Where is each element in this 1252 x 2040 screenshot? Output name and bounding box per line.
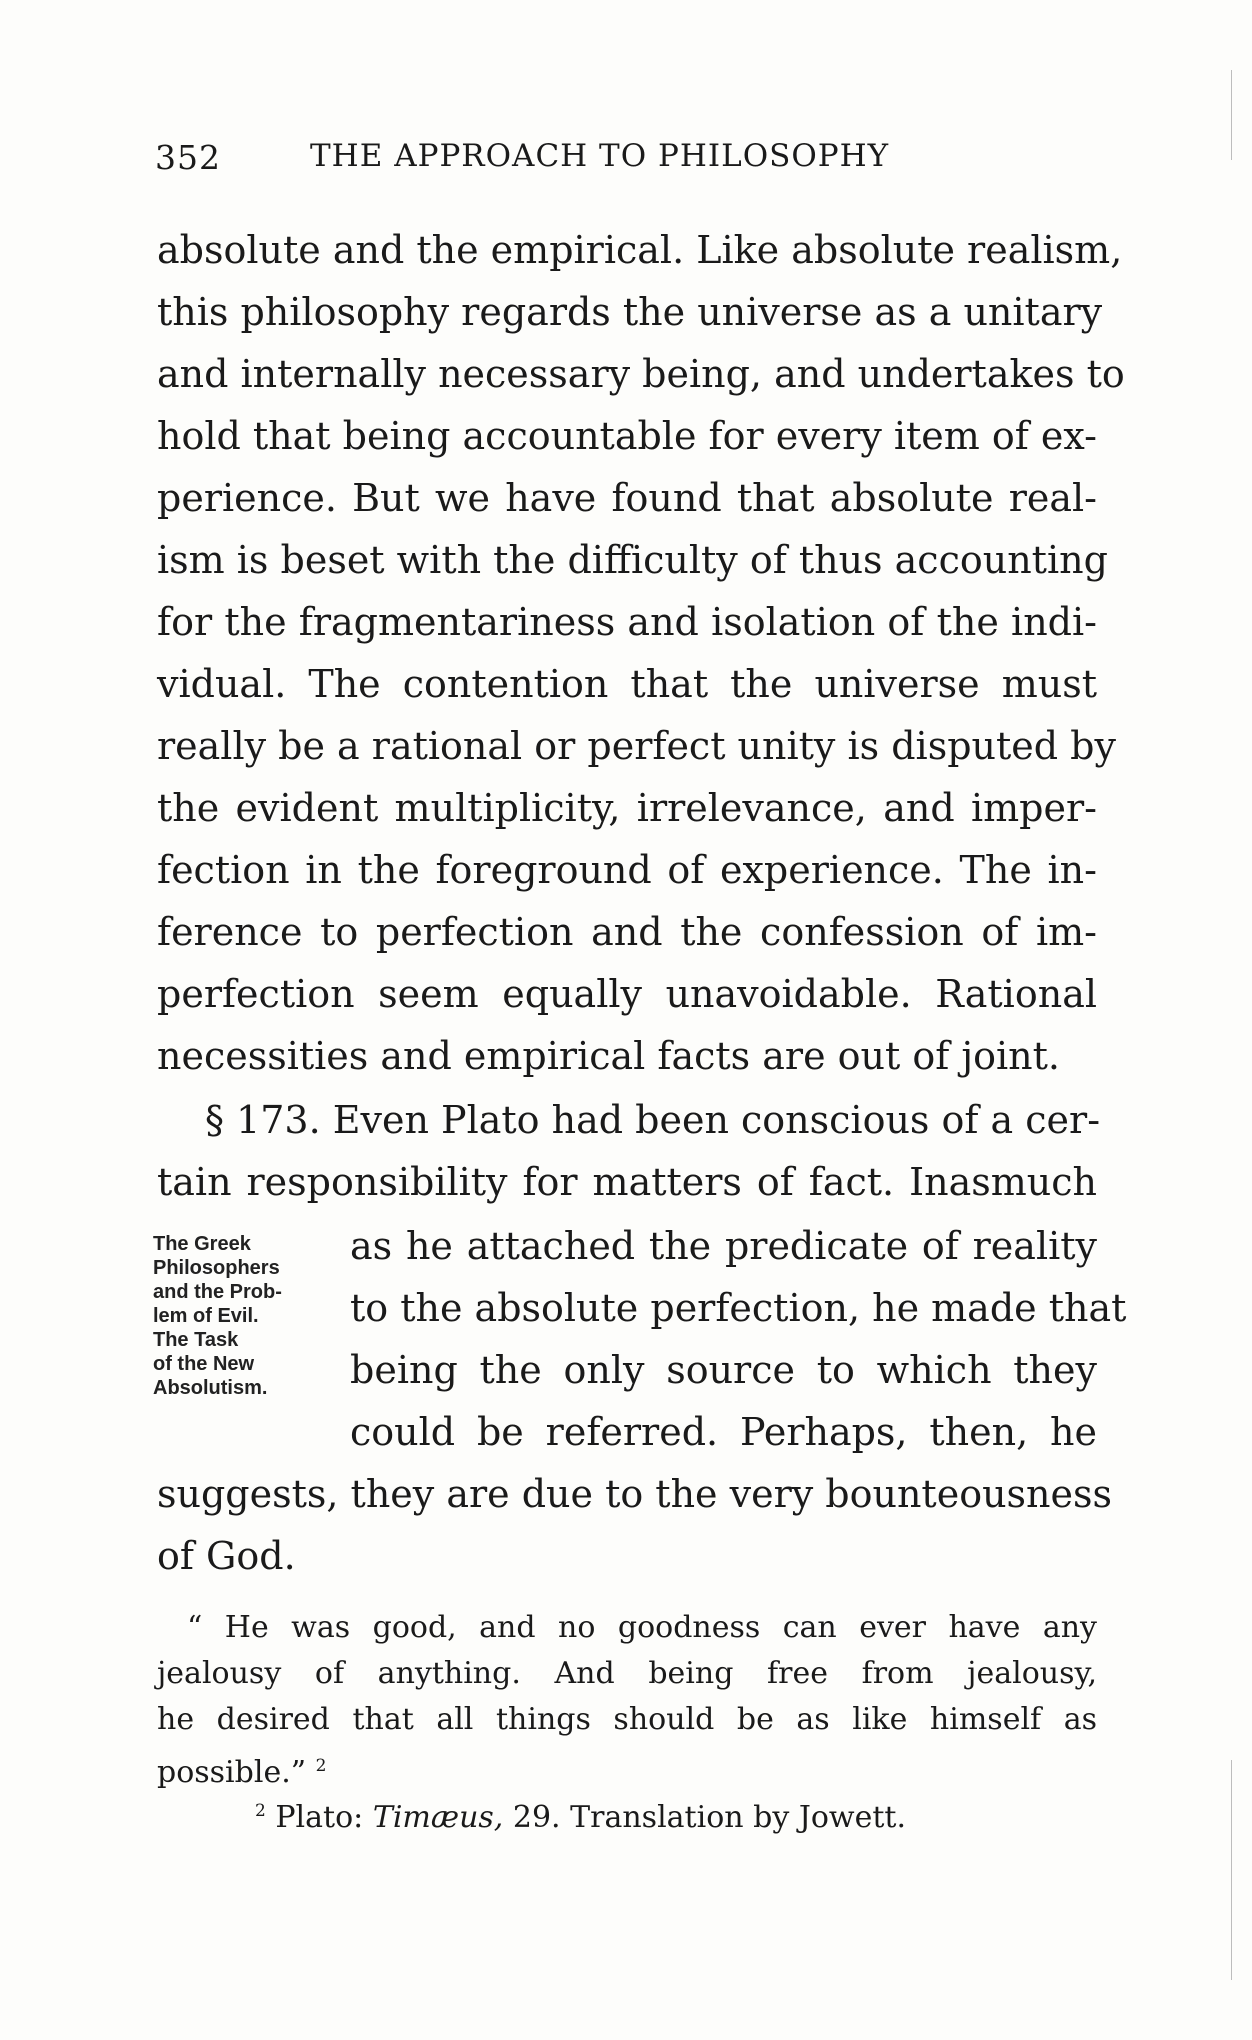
body-line: absolute and the empirical. Like absolute realism,: [157, 228, 1123, 272]
body-line: ism is beset with the difficulty of thus accounting: [157, 538, 1108, 582]
footnote-reference: 2: [315, 1756, 327, 1776]
quote-last-text: possible.”: [157, 1755, 307, 1790]
body-line: perience. But we have found that absolute real-: [157, 476, 1097, 520]
sidenote-line: Absolutism.: [153, 1377, 268, 1399]
block-quote: [157, 1605, 1097, 1796]
body-line: as he attached the predicate of reality: [350, 1224, 1097, 1268]
running-head: THE APPROACH TO PHILOSOPHY: [310, 138, 890, 174]
body-line: vidual. The contention that the universe must: [157, 662, 1097, 706]
body-line: the evident multiplicity, irrelevance, and imper-: [157, 786, 1097, 830]
footnote-reference-text: 29. Translation by Jowett.: [512, 1800, 906, 1835]
sidenote-line: and the Prob-: [153, 1281, 282, 1303]
footnote-marker: 2: [255, 1801, 266, 1821]
section-line: § 173. Even Plato had been conscious of a cer-: [205, 1098, 1101, 1142]
body-line: suggests, they are due to the very bounteousness: [157, 1472, 1113, 1516]
footnote-author: Plato:: [275, 1800, 364, 1835]
body-line: for the fragmentariness and isolation of the indi-: [157, 600, 1097, 644]
body-line: ference to perfection and the confession of im-: [157, 910, 1097, 954]
page-header: [155, 138, 1095, 182]
body-line: being the only source to which they: [350, 1348, 1097, 1392]
body-line: fection in the foreground of experience. The in-: [157, 848, 1097, 892]
body-line: really be a rational or perfect unity is disputed by: [157, 724, 1116, 768]
body-line: to the absolute perfection, he made that: [350, 1286, 1127, 1330]
sidenote-line: Philosophers: [153, 1257, 280, 1279]
sidenote-line: The Task: [153, 1329, 239, 1351]
sidenote-line: lem of Evil.: [153, 1305, 259, 1327]
scan-edge-mark: [1231, 70, 1232, 160]
marginal-sidenote: [153, 1232, 313, 1400]
body-line: necessities and empirical facts are out of joint.: [157, 1034, 1061, 1078]
quote-line: [157, 1743, 1097, 1796]
footnote-work: Timæus,: [372, 1800, 504, 1835]
footnote: [255, 1800, 906, 1835]
scan-edge-mark: [1231, 1760, 1232, 1980]
section-line: tain responsibility for matters of fact. Inasmuch: [157, 1160, 1097, 1204]
body-line: of God.: [157, 1534, 296, 1578]
body-line: could be referred. Perhaps, then, he: [350, 1410, 1097, 1454]
quote-line: he desired that all things should be as like himself as: [157, 1702, 1097, 1737]
sidenote-line: The Greek: [153, 1233, 251, 1255]
sidenote-line: of the New: [153, 1353, 255, 1375]
body-line: perfection seem equally unavoidable. Rational: [157, 972, 1097, 1016]
page-number: 352: [155, 138, 221, 177]
body-line: this philosophy regards the universe as a unitary: [157, 290, 1103, 334]
quote-line: “ He was good, and no goodness can ever have any: [187, 1610, 1097, 1645]
body-line: and internally necessary being, and undertakes to: [157, 352, 1125, 396]
body-line: hold that being accountable for every item of ex-: [157, 414, 1097, 458]
quote-line: jealousy of anything. And being free from jealousy,: [157, 1656, 1097, 1691]
